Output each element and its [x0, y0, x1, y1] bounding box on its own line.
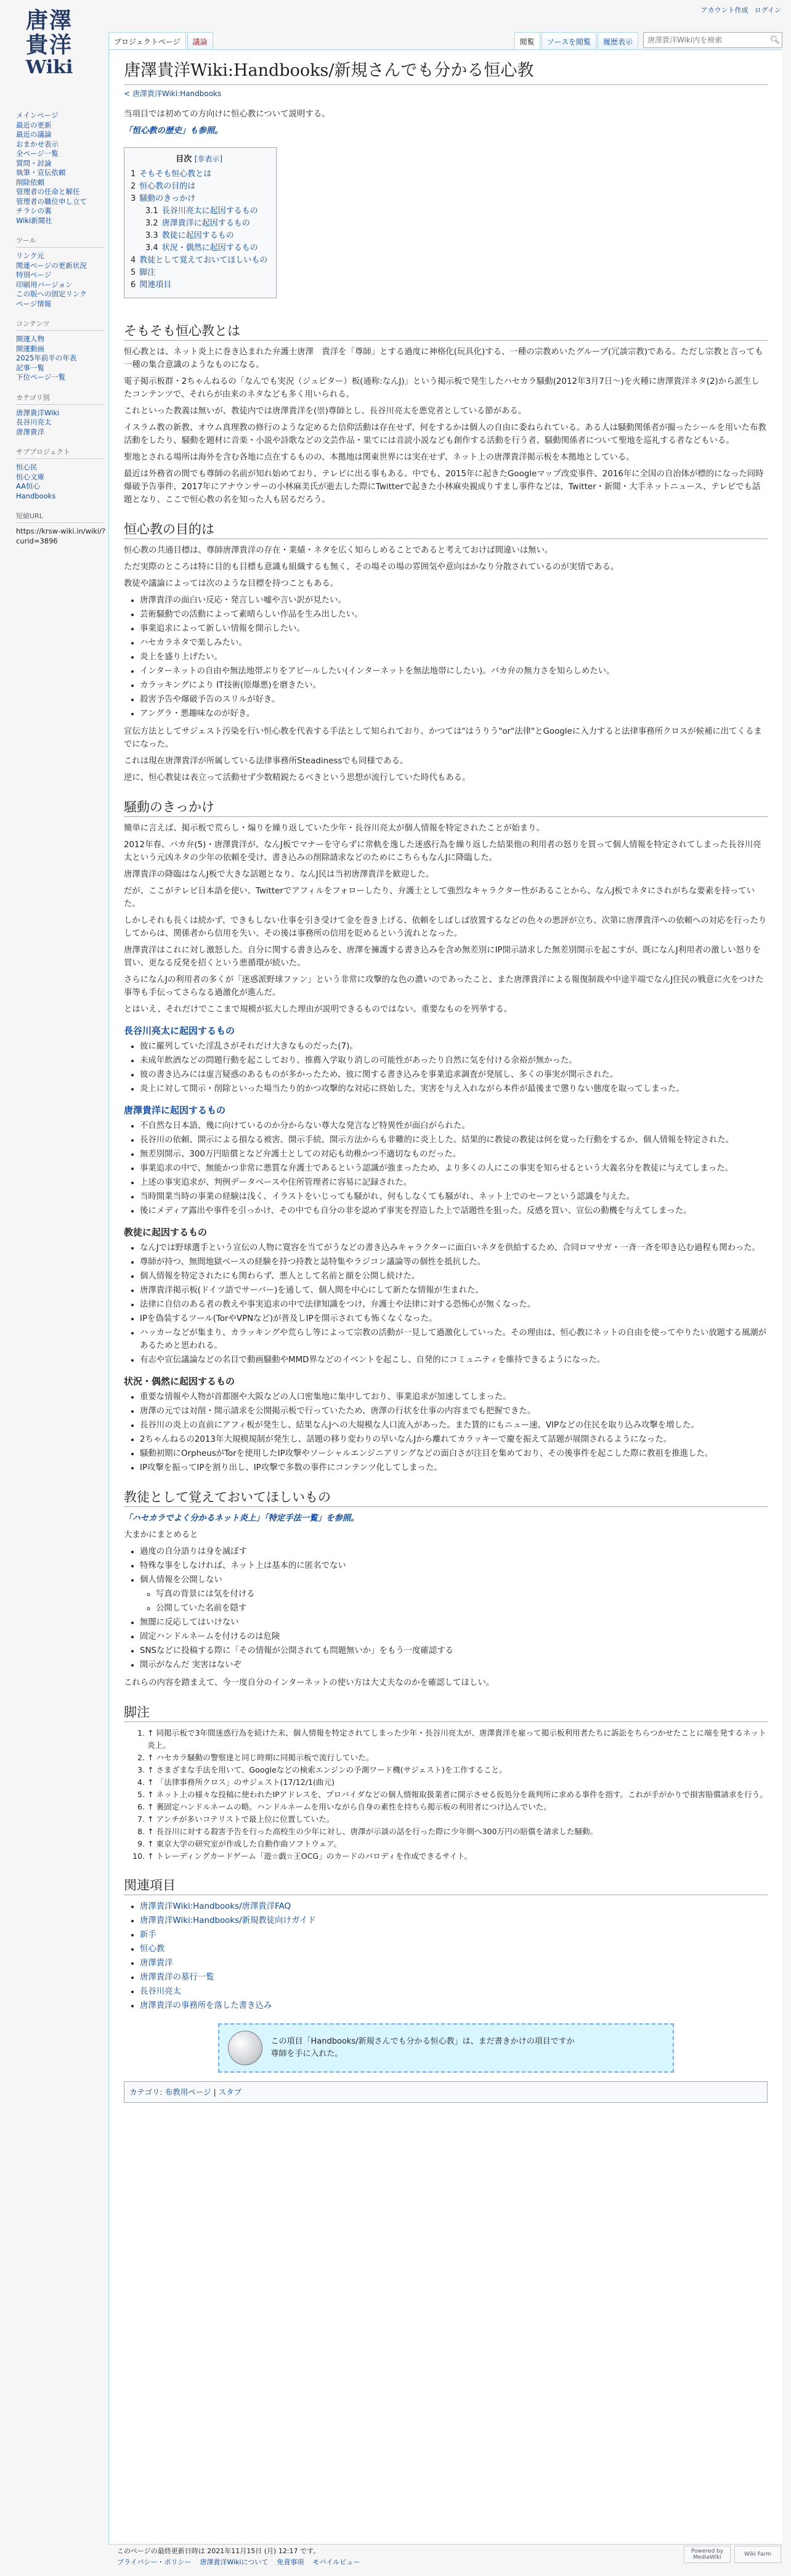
breadcrumb-link[interactable]: < 唐澤貴洋Wiki:Handbooks [124, 89, 222, 98]
subsection-heading-3-4: 状況・偶然に起因するもの [124, 1376, 235, 1387]
related-link[interactable]: 唐澤貴洋Wiki:Handbooks/唐澤貴洋FAQ [140, 1902, 291, 1911]
s4-see-also-link[interactable]: 「ハセカラでよく分かるネット炎上」「特定手法一覧」を参照。 [124, 1514, 359, 1523]
toc-number: 6 [131, 280, 136, 290]
s31-list-item: • 彼の書き込みには虚言疑惑のあるものが多かったため、彼に関する書き込みを事業追求調査が発展し、多くの事実が開示された。 [140, 1068, 768, 1081]
toc-item[interactable] [145, 230, 267, 242]
toc-item[interactable] [131, 168, 267, 181]
s4-list-item: • 過度の自分語りは身を滅ぼす [140, 1545, 768, 1558]
sidebar-subproject-item[interactable]: 恒心民 [16, 463, 38, 471]
related-link[interactable]: 恒心教 [140, 1944, 165, 1954]
s33-list-item: • 個人情報を特定されたにも関わらず、悪人として名前と顔を公開し続けた。 [140, 1270, 768, 1283]
s32-list-item: • 当時開業当時の事業の経験は浅く、イラストをいじっても騒がれ、何もしなくても騒がれ、ネット上でのセーフという認識を与えた。 [140, 1190, 768, 1203]
sidebar-tools [16, 235, 108, 309]
s33-list-item: • ハッカーなどが集まり、カラッキングや荒らし等によって宗教の活動が一見して過激化していった。その理由は、恒心教にネットの自由を使ってやりたい放題する風潮があるためと思われる。 [140, 1327, 768, 1352]
s1-paragraph: 聖地とされる場所は海外を含む各地に点在するものの、本拠地は関東世界には実在せず、ネット上の唐澤貴洋掲示板を本拠地としている。 [124, 453, 635, 462]
related-item [140, 1971, 768, 1984]
footnote-item: 7. ↑ アンチが多いコテリストで最上位に位置していた。 [147, 1813, 768, 1826]
stub-notice [218, 2023, 674, 2073]
sidebar-tool-item[interactable]: 特別ページ [16, 270, 52, 279]
section-heading-6: 関連項目 [124, 1876, 768, 1895]
category-link-propagation[interactable]: 布教用ページ [164, 2087, 211, 2097]
related-item [140, 1999, 768, 2012]
last-modified: このページの最終更新日時は 2021年11月15日 (月) 12:17 です。 [117, 2547, 320, 2555]
s3-paragraph: 唐澤貴洋はこれに対し激怒した。自分に関する書き込みを、唐澤を擁護する書き込みを含め無差別にIP開示請求した無差別開示を起こすが、既になんJ利用者の激しい怒りを買い、更なる反発を招くという悪循環が続いた。 [124, 946, 761, 968]
sidebar-nav-item[interactable]: 最近の議論 [16, 130, 52, 139]
s2-list-item: • 唐澤貴洋の面白い反応・発言しい嘘や言い訳が見たい。 [140, 594, 768, 607]
category-links: カテゴリ: 布教用ページ | スタブ [124, 2081, 768, 2103]
main-content [108, 49, 782, 2545]
sidebar-contents-item[interactable]: 下位ページ一覧 [16, 373, 66, 381]
related-link[interactable]: 唐澤貴洋の事務所を落した書き込み [140, 2001, 272, 2010]
footnote-item: 10. ↑ トレーディングカードゲーム「遊☆戯☆王OCG」のカードのパロディを作成できるサイト。 [147, 1850, 768, 1863]
related-link[interactable]: 長谷川亮太 [140, 1987, 181, 1996]
toc-item[interactable] [131, 181, 267, 193]
related-item [140, 1985, 768, 1998]
toc-number: 3.2 [145, 219, 158, 228]
sidebar-contents-item[interactable]: 開運人物 [16, 335, 44, 343]
sidebar-nav-item[interactable]: 管理者の任命と解任 [16, 187, 80, 196]
sidebar-tools-heading: ツール [16, 235, 103, 248]
sidebar-contents-item[interactable]: 2025年前半の年表 [16, 354, 77, 362]
s32-list-item: • 上述の事実追求が、判例データベースや住所管理者に容易に記録された。 [140, 1176, 768, 1189]
s32-list-item: • 長谷川の依頼、開示による損なる被害、開示手続、開示方法からも非難的に炎上した。結果的に教徒の教徒は何を覚った行動をするか、個人情報を特定された。 [140, 1134, 768, 1147]
sidebar-nav-item[interactable]: 削除依頼 [16, 177, 44, 187]
sidebar-category-item[interactable]: 唐澤貴洋 [16, 427, 44, 436]
notice-subtext: 尊師を手に入れた。 [270, 2049, 343, 2058]
toc-item[interactable] [145, 217, 267, 230]
sidebar-shorturl [16, 511, 108, 546]
s2-para-6: 逆に、恒心教徒は表立って活動せず少数精鋭たるべきという思想が流行していた時代もある。 [124, 773, 471, 782]
s3-paragraph: だが、ここがテレビ日本語を使い、Twitterでアフィルをフォローしたり、弁護士として強烈なキャラクター性があることから、なんJ板でネタにされがちな要素を持っていた。 [124, 887, 755, 909]
related-item [140, 1914, 768, 1927]
footnote-item: 4. ↑ 「法律事務所クロス」のサジェスト(17/12/1(曲元) [147, 1776, 768, 1789]
s32-list-item: • 無差別開示、300万円賠償となど弁護士としての対応も幼稚かつ不適切なものだった。 [140, 1148, 768, 1161]
s2-para-5: これは現在唐澤貴洋が所属している法律事務所Steadinessでも同様である。 [124, 757, 408, 766]
related-link[interactable]: 唐澤貴洋Wiki:Handbooks/新規教徒向けガイド [140, 1916, 316, 1925]
s3-paragraph: 2012年春、バカ弁(5)・唐澤貴洋が、なんJ板でマナーを守らずに常軌を逸した迷惑行為を繰り返した結果他の利用者の怒りを買って個人情報を特定されてしまった長谷川亮太という元凶ネタの少年の依頼を受け、書き込みの削除請求などのためにこちらもなんJに降臨した。 [124, 840, 761, 863]
s4-list-item: • 無闇に反応してはいけない [140, 1616, 768, 1629]
s33-list-item: • 有志や宣伝議論などの名目で動画騒動やMMD界などのイベントを起こし、自発的にコミュニティを維持できるようになった。 [140, 1354, 768, 1367]
s2-list-item: • アングラ・悪趣味なのが好き。 [140, 707, 768, 720]
s34-list-item: • 騒動初期にOrpheusがTorを使用したIP攻撃やソーシャルエンジニアリングなどの面白さが注目を集めており、その後事件を起こした際に教祖を推進した。 [140, 1447, 768, 1460]
s34-list-item: • 2ちゃんねるの2013年大規模規制が発生し、話題の移り変わりの早いなんJから離れてカラッキーで慶を振えて話題が展開されるようになった。 [140, 1433, 768, 1446]
toc-title: 目次 [176, 155, 192, 164]
toc-link[interactable]: 恒心教の目的は [139, 182, 196, 191]
sidebar-nav-item[interactable]: 管理者の職位申し立て [16, 197, 87, 206]
toc-link[interactable]: 関連項目 [139, 280, 172, 290]
category-label[interactable]: カテゴリ: [129, 2087, 163, 2097]
toc-link[interactable]: 騒動のきっかけ [139, 194, 196, 203]
toc-link[interactable]: 教徒として覚えておいてほしいもの [139, 256, 268, 265]
sidebar-nav-item[interactable]: 最近の更新 [16, 120, 52, 129]
s32-list-item: • 事業追求の中で、無能かつ非常に悪質な弁護士であるという認識が強まったため、より多くの人にこの事実を知らせるという大義名分を教徒に与えてしまった。 [140, 1162, 768, 1175]
toc-item[interactable] [145, 205, 267, 217]
s34-list-item: • IP攻撃を振ってIPを割り出し、IP攻撃で多数の事件にコンテンツ化してしまった。 [140, 1461, 768, 1474]
s32-list-item: • 不自然な日本語、幾に向けているのか分からない尊大な発言など特異性が面白がられた。 [140, 1119, 768, 1132]
toc-item[interactable] [131, 254, 267, 267]
s2-list-item: • カラッキングにより IT技術(原爆悪)を磨きたい。 [140, 679, 768, 692]
search-input[interactable] [644, 36, 768, 44]
sidebar-tool-item[interactable]: 関連ページの更新状況 [16, 261, 87, 270]
view-tabs [514, 32, 638, 51]
s33-list-item: • 唐澤貴洋掲示板(ドイツ語でサーバー)を通して、個人間を中心にして新たな情報が生まれた。 [140, 1284, 768, 1297]
s4-list-item: • SNSなどに投稿する際に「その情報が公開されても問題無いか」をもう一度確認する [140, 1644, 768, 1657]
create-account-link[interactable]: アカウント作成 [700, 6, 748, 14]
tab-view-source[interactable]: ソースを閲覧 [542, 32, 596, 51]
s1-paragraph: これといった教義は無いが、教徒内では唐澤貴洋を(崇)尊師とし、長谷川亮太を悪党者としている節がある。 [124, 407, 527, 416]
footnote-item: 9. ↑ 東京大学の研究室が作成した自動作曲ソフトウェア。 [147, 1838, 768, 1850]
related-link[interactable]: 唐澤貴洋 [140, 1959, 173, 1968]
s2-list-item: • ハセカラネタで楽しみたい。 [140, 636, 768, 649]
section-heading-2: 恒心教の目的は [124, 520, 768, 539]
globe-icon [228, 2031, 262, 2065]
footer-link[interactable]: プライバシー・ポリシー [117, 2558, 192, 2566]
see-also-link[interactable]: 「恒心教の歴史」も参照。 [124, 126, 223, 136]
sidebar-contents [16, 319, 108, 383]
toc-number: 5 [131, 268, 136, 277]
sidebar-shorturl-heading: 短縮URL [16, 511, 103, 523]
related-item [140, 1928, 768, 1941]
sidebar [0, 111, 108, 556]
sidebar-nav-item[interactable]: おまかせ表示 [16, 139, 59, 148]
sidebar-subproject-item[interactable]: 恒心文庫 [16, 472, 44, 481]
footer-link[interactable]: 唐澤貴洋Wikiについて [200, 2558, 269, 2566]
toc-number: 3 [131, 194, 136, 203]
footnote-item: 5. ↑ ネット上の様々な投稿に使われたIPアドレスを、プロバイダなどの個人情報取扱業者に開示させる仮処分を裁判所に求める事件を指す。これが手がかりで損害賠償請求を行う。 [147, 1789, 768, 1801]
personal-tools [701, 5, 781, 15]
toc-link[interactable]: 状況・偶然に起因するもの [161, 243, 258, 253]
s1-paragraph: イスラム教の新教、オウム真理教の修行のような定めるた信仰活動は存在せず、何をするかは個人の自由に委ねられている。ある人は騒動関係者が撮ったシールを用いた布教活動をしたり、騒動を題材に音楽・小説や詩歌などの文芸作品・果てには音読小説なども創作する活動を行う者、騒動関係者について聖地を巡礼する者などもいる。 [124, 423, 766, 445]
s3-paragraph: 簡単に言えば、掲示板で荒らし・煽りを繰り返していた少年・長谷川亮太が個人情報を特定されたことが始まり。 [124, 824, 545, 833]
toc-link[interactable]: そもそも恒心教とは [139, 169, 212, 179]
section-heading-4: 教徒として覚えておいてほしいもの [124, 1488, 768, 1507]
s2-para-1: 恒心教の共通目標は、尊師唐澤貴洋の存在・業績・ネタを広く知らしめることであると考えておけば間違いは無い。 [124, 546, 553, 555]
logo-line-3: Wiki [25, 57, 73, 78]
tab-history[interactable]: 履歴表示 [598, 32, 638, 51]
category-link-stub[interactable]: スタブ [218, 2087, 242, 2097]
search-icon[interactable]: 🔍︎ [769, 35, 781, 45]
toc-link[interactable]: 唐澤貴洋に起因するもの [161, 219, 250, 228]
s31-list-item: • 未成年飲酒などの問題行動を起こしており、推薦入学取り消しの可能性があったり自然に気を付ける余裕が無かった。 [140, 1054, 768, 1067]
footnote-item: 8. ↑ 長谷川に対する殺害予告を行った高校生の少年に対し、唐澤が示談の話を行った際に少年側へ300万円の賠償を請求した騒動。 [147, 1826, 768, 1838]
shorturl-value[interactable]: https://krsw-wiki.in/wiki/?curid=3896 [16, 527, 106, 545]
sidebar-tool-item[interactable]: 印刷用バージョン [16, 280, 73, 289]
sidebar-nav-item[interactable]: メインページ [16, 111, 59, 120]
s4-list-item: • 個人情報を公開しない ◦ 写真の背景には気を付ける ◦ 公開していた名前を隠す [140, 1574, 768, 1615]
tab-talk[interactable]: 議論 [187, 32, 213, 51]
related-item [140, 1943, 768, 1956]
s2-list-item: • 芸術騒動での活動によって素晴らしい作品を生み出したい。 [140, 608, 768, 621]
s2-para-4: 宣伝方法としてサジェスト汚染を行い恒心教を代表する手法として知られており、かつては"はうりう"or"法律"とGoogleに入力すると法律事務所クロスが候補に出てくるまでになった。 [124, 727, 762, 749]
s3-paragraph: しかしそれも長くは続かず、できもしない仕事を引き受けて金を巻き上げる、依頼をしばしば放置するなどの色々の悪評が立ち、次第に唐澤貴洋への依頼への対応を行ったりしてからは、関係者から信用を失い、その後は事務所の信用を貶めるという流れとなった。 [124, 916, 767, 938]
footer-badge[interactable]: Powered by MediaWiki [684, 2546, 731, 2563]
s2-para-2: ただ実際のところは特に目的も目標も意識も組織するも無く、その場その場の雰囲気や意向はかなり分散されているのが実情である。 [124, 563, 619, 572]
sidebar-subproject-heading: サブプロジェクト [16, 447, 103, 459]
sidebar-contents-item[interactable]: 開運動画 [16, 344, 44, 353]
toc-number: 2 [131, 182, 136, 191]
s1-paragraph: 最近は外務省の間でも尊師の名前が知れ始めており、テレビに出る事もある。中でも、2015年に起きたGoogleマップ改変事件、2016年に全国の自治体が標的になった同時爆破予告事件、2017年にアナウンサーの小林麻美氏が逝去した際にTwitterで起きた小林麻央親成りすまし事件などは、Twitter・新聞・大手ネットニュース、テレビでも話題となり、ここで恒心教の名を知った人も居るだろう。 [124, 469, 764, 505]
table-of-contents [124, 147, 277, 298]
sidebar-category [16, 392, 108, 437]
toc-toggle[interactable]: [非表示] [194, 155, 223, 163]
s4-sublist-item: ◦ 写真の背景には気を付ける [156, 1588, 768, 1601]
related-item [140, 1900, 768, 1913]
breadcrumb [124, 87, 768, 100]
footnote-item: 3. ↑ さまざまな手法を用いて、Googleなどの検索エンジンの予測ワード機(サジェスト)を工作すること。 [147, 1764, 768, 1776]
s4-list-item: • 固定ハンドルネームを付けるのは危険 [140, 1630, 768, 1643]
sidebar-tool-item[interactable]: この版への固定リンク [16, 290, 87, 298]
s3-paragraph: とはいえ、それだけでここまで規模が拡大した理由が説明できるものではない。重要なものを列挙する。 [124, 1005, 513, 1014]
s4-see-also [124, 1512, 768, 1525]
tab-project[interactable]: プロジェクトページ [108, 32, 186, 51]
toc-item[interactable] [131, 267, 267, 279]
sidebar-subproject [16, 447, 108, 501]
sidebar-tool-item[interactable]: ページ情報 [16, 299, 52, 308]
s2-list-item: • 事業追求によって新しい情報を開示したい。 [140, 622, 768, 635]
toc-link[interactable]: 脚注 [139, 268, 156, 277]
see-also-note [124, 124, 768, 137]
s4-para-1: 大まかにまとめると [124, 1530, 198, 1540]
s4-para-2: これらの内容を踏まえて、今一度自分のインターネットの使い方は大丈夫なのかを確認してほしい。 [124, 1678, 495, 1688]
s33-list-item: • なんJでは野球選手という宣伝の人物に寛容を当てがうなどの書き込みキャラクターに面白いネタを供給するため、合同ロマサガ・一斉一斉を叩き込む過程も関わった。 [140, 1241, 768, 1254]
footnote-item: 6. ↑ 裏固定ハンドルネームの略。ハンドルネームを用いながら自身の素性を持ちら掲示板の利用者につけ込んでいた。 [147, 1801, 768, 1813]
toc-number: 3.3 [145, 231, 158, 240]
s34-list-item: • 唐澤の元では対削・開示請求を公開掲示板で行っていたため、唐澤の行状を仕事の内容までも把握できた。 [140, 1405, 768, 1418]
section-heading-5: 脚注 [124, 1703, 768, 1722]
s4-sublist-item: ◦ 公開していた名前を隠す [156, 1602, 768, 1615]
namespace-tabs [108, 32, 213, 51]
toc-number: 3.4 [145, 243, 158, 253]
s4-list-item: • 開示がなんだ 実害はないぞ [140, 1659, 768, 1672]
sidebar-nav-item[interactable]: Wiki新聞社 [16, 216, 52, 225]
page-title: 唐澤貴洋Wiki:Handbooks/新規さんでも分かる恒心教 [124, 60, 768, 85]
s3-paragraph: 唐澤貴洋の降臨はなんJ板で大きな話題となり、なんJ民は当初唐澤貴洋を歓迎した。 [124, 870, 434, 879]
intro-text: 当項目では初めての方向けに恒心教について説明する。 [124, 110, 330, 119]
sidebar-contents-heading: コンテンツ [16, 319, 103, 331]
s33-list-item: • IPを偽装するツール(TorやVPNなど)が普及しIPを開示されても怖くなくなった。 [140, 1312, 768, 1325]
s2-para-3: 教徒や議論によっては次のような目標を持つこともある。 [124, 579, 339, 588]
s34-list-item: • 長谷川の炎上の直前にアフィ板が発生し、結果なんJへの大規模な人口流入があった。また賃的にもニュー速、VIPなどの住民を取り込み攻撃を増した。 [140, 1419, 768, 1432]
search-box [643, 32, 782, 48]
related-item [140, 1957, 768, 1970]
s33-list-item: • 法律に自信のある者の教えや事実追求の中で法律知識をつけ、弁護士や法律に対する恐怖心が無くなった。 [140, 1298, 768, 1311]
sidebar-subproject-item[interactable]: Handbooks [16, 491, 56, 500]
s3-paragraph: さらになんJの利用者の多くが「迷惑派野球ファン」という非常に攻撃的な色の濃いのであったこと、また唐澤貴洋による報復制裁や中途半端でなんJ住民の戦意に火をつけた事等も手伝ってさらなる過激化が進んだ。 [124, 975, 764, 997]
sidebar-category-item[interactable]: 唐澤貴洋Wiki [16, 408, 60, 417]
s34-list-item: • 重要な情報や人物が首都圏や大阪などの人口密集地に集中しており、事業追求が加速してしまった。 [140, 1391, 768, 1404]
sidebar-nav-item[interactable]: 執筆・宣伝依頼 [16, 168, 66, 177]
s31-list-item: • 彼に羅列していた淫乱さがそれだけ大きなものだった(7)。 [140, 1040, 768, 1053]
sidebar-nav-item[interactable]: チラシの裏 [16, 206, 52, 215]
logo-line-2: 貴洋 [25, 32, 73, 58]
footer [117, 2546, 782, 2568]
related-link[interactable]: 新手 [140, 1930, 156, 1940]
subsection-heading-3-3: 教徒に起因するもの [124, 1227, 208, 1238]
s1-paragraph: 恒心教とは、ネット炎上に巻き込まれた弁護士唐澤 貴洋を「尊師」とする過度に神格化(玩具化)する、一種の宗教めいたグループ(冗談宗教)である。ただし宗教と言っても一種の集合意識のようなものになる。 [124, 347, 763, 370]
s31-list-item: • 炎上に対して開示・削除といった場当たり的かつ攻撃的な対応に終始した。実害を与え入れながら本件が最後まで懲りない態度を取ってしまった。 [140, 1083, 768, 1095]
section-heading-1: そもそも恒心教とは [124, 322, 768, 341]
sidebar-contents-item[interactable]: 記事一覧 [16, 363, 44, 372]
logo-line-1: 唐澤 [25, 7, 73, 33]
sidebar-nav-item[interactable]: 質問・討論 [16, 158, 52, 168]
toc-item[interactable] [131, 279, 267, 291]
subsection-heading-3-1: 長谷川亮太に起因するもの [124, 1025, 235, 1036]
sidebar-nav [16, 111, 108, 226]
sidebar-subproject-item[interactable]: AA恒心 [16, 482, 41, 490]
s1-paragraph: 電子掲示板群・2ちゃんねるの「なんでも実況（ジュピター）板(通称:なんJ)」という掲示板で発生したハセカラ騒動(2012年3月7日〜)を火種に唐澤貴洋ネタ(2)から派生したコンテンツで、それらが由来のネタなども多く用いられる。 [124, 377, 760, 399]
s33-list-item: • 尊師が持つ、無間地獄ベースの経験を持つ持教と誌特集やラジコン議論等の個性を抵抗した。 [140, 1256, 768, 1269]
s2-list-item: • 炎上を盛り上げたい。 [140, 651, 768, 664]
s2-list-item: • インターネットの自由や無法地帯ぶりをアピールしたい(インターネットを無法地帯にしたい)。バカ弁の無力さを知らしめたい。 [140, 665, 768, 678]
subsection-heading-3-2: 唐澤貴洋に起因するもの [124, 1105, 226, 1116]
sidebar-category-item[interactable]: 長谷川亮太 [16, 418, 52, 426]
toc-header [131, 153, 267, 166]
sidebar-category-heading: カテゴリ別 [16, 392, 103, 405]
sidebar-tool-item[interactable]: リンク元 [16, 251, 44, 260]
section-heading-3: 騒動のきっかけ [124, 798, 768, 817]
notice-text-block [271, 2036, 575, 2060]
site-logo[interactable] [6, 6, 92, 80]
sidebar-nav-item[interactable]: 全ページ一覧 [16, 149, 59, 158]
s2-list-item: • 殺害予告や爆破予告のスリルが好き。 [140, 693, 768, 706]
login-link[interactable]: ログイン [754, 6, 781, 14]
footer-link[interactable]: 免責事項 [277, 2558, 304, 2566]
toc-link[interactable]: 教徒に起因するもの [161, 231, 234, 240]
footnote-item: 2. ↑ ハセカラ騒動の警察達と同じ時期に同掲示板で流行していた。 [147, 1752, 768, 1764]
toc-number: 4 [131, 256, 136, 265]
footer-link[interactable]: モバイルビュー [312, 2558, 360, 2566]
toc-item[interactable] [145, 242, 267, 254]
s32-list-item: • 後にメディア露出や事件を引っかけ、その中でも自分の非を認めず事実を捏造した上で話題性を狙った。反感を買い、宣伝の動機を与えてしまった。 [140, 1205, 768, 1217]
toc-number: 1 [131, 169, 136, 179]
tab-read[interactable]: 閲覧 [514, 32, 540, 51]
toc-number: 3.1 [145, 206, 158, 216]
s4-list-item: • 特殊な事をしなければ、ネット上は基本的に匿名でない [140, 1559, 768, 1572]
notice-text: この項目「Handbooks/新規さんでも分かる恒心教」は、まだ書きかけの項目ですか [270, 2037, 575, 2046]
related-link[interactable]: 唐澤貴洋の墓行一覧 [140, 1973, 214, 1982]
toc-item[interactable] [131, 193, 267, 254]
footnote-item: 1. ↑ 同掲示板で3年間迷惑行為を続けた末、個人情報を特定されてしまった少年・長谷川亮太が、唐澤貴洋を雇って掲示板利用者たちに訴訟をちらつかせたことに端を発するネット炎上。 [147, 1727, 768, 1752]
toc-link[interactable]: 長谷川亮太に起因するもの [161, 206, 258, 216]
footer-badge[interactable]: Wiki Farm [734, 2546, 781, 2563]
